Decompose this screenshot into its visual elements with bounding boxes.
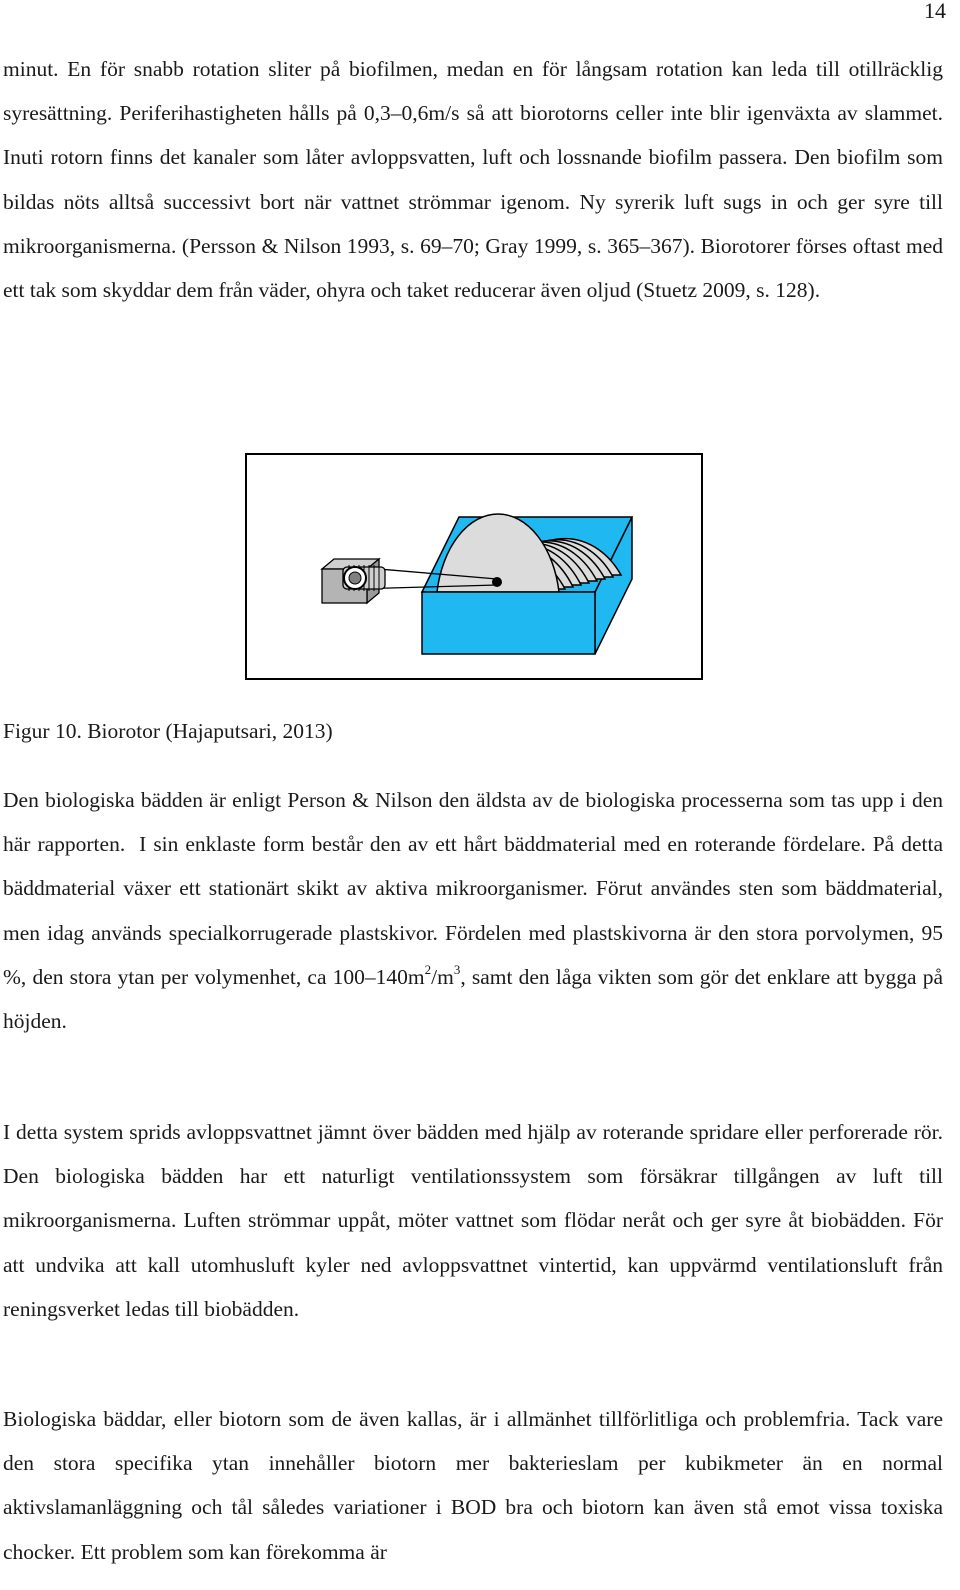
motor-unit bbox=[322, 559, 385, 603]
biorotor-illustration bbox=[247, 455, 701, 678]
biorotor-figure bbox=[245, 453, 703, 680]
paragraph: I detta system sprids avloppsvattnet jämnt över bädden med hjälp av roterande spridare eller perforerade rör. Den biologiska bädden har ett naturligt ventilationssystem som försäkrar tillgången av luft till mikroorganismerna. Luften strömmar uppåt, möter vattnet som flödar neråt och ger syre åt biobädden. För att undvika att kall utomhusluft kyler ned avloppsvattnet vintertid, kan uppvärmd ventilationsluft från reningsverket ledas till biobädden. bbox=[3, 1120, 943, 1321]
figure-caption: Figur 10. Biorotor (Hajaputsari, 2013) bbox=[3, 719, 333, 743]
paragraph: minut. En för snabb rotation sliter på biofilmen, medan en för långsam rotation kan leda till otillräcklig syresättning. Periferihastigheten hålls på 0,3–0,6m/s så att biorotorns celler inte blir igenväxta av slammet. Inuti rotorn finns det kanaler som låter avloppsvatten, luft och lossnande biofilm passera. Den biofilm som bildas nöts alltså successivt bort när vattnet strömmar igenom. Ny syrerik luft sugs in och ger syre till mikroorganismerna. (Persson & Nilson 1993, s. 69–70; Gray 1999, s. 365–367). Biorotorer förses oftast med ett tak som skyddar dem från väder, ohyra och taket reducerar även oljud (Stuetz 2009, s. 128). bbox=[3, 57, 943, 303]
paragraph: Biologiska bäddar, eller biotorn som de även kallas, är i allmänhet tillförlitliga och problemfria. Tack vare den stora specifika ytan innehåller biotorn mer bakterieslam per kubikmeter än en normal aktivslamanläggning och tål således variationer i BOD bra och biotorn kan även stå emot vissa toxiska chocker. Ett problem som kan förekomma är bbox=[3, 1407, 943, 1564]
shaft-hub bbox=[492, 577, 502, 587]
page-number: 14 bbox=[924, 0, 946, 23]
paragraph: Den biologiska bädden är enligt Person & Nilson den äldsta av de biologiska processerna som tas upp i den här rapporten. I sin enklaste form består den av ett hårt bäddmaterial med en roterande fördelare. På detta bäddmaterial växer ett stationärt skikt av aktiva mikroorganismer. Förut användes sten som bäddmaterial, men idag används specialkorrugerade plastskivor. Fördelen med plastskivorna är den stora porvolymen, 95 %, den stora ytan per volymenhet, ca $100-140m^2/m^3$, samt den låga vikten som gör det enklare att bygga på höjden. bbox=[3, 788, 943, 1034]
tank-front bbox=[422, 592, 595, 654]
